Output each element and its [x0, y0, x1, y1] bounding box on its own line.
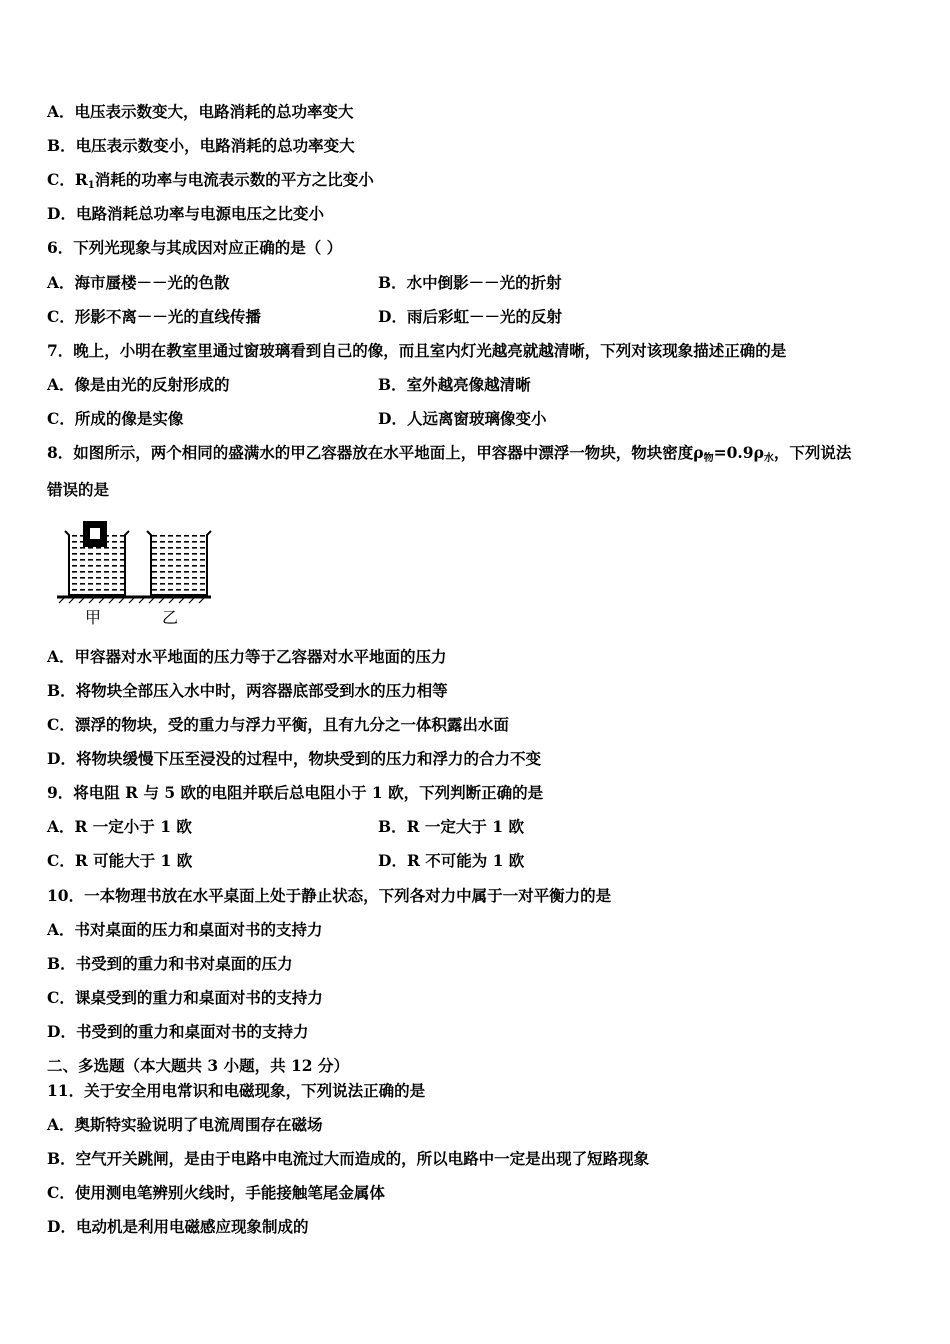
q5-option-a: A．电压表示数变大，电路消耗的总功率变大	[47, 102, 354, 121]
q6-option-b: B．水中倒影－－光的折射	[378, 273, 562, 292]
label-jia: 甲	[85, 608, 102, 627]
q9-stem: 9．将电阻 R 与 5 欧的电阻并联后总电阻小于 1 欧，下列判断正确的是	[47, 783, 544, 802]
q7-option-a: A．像是由光的反射形成的	[47, 375, 230, 394]
q6-stem: 6．下列光现象与其成因对应正确的是（ ）	[47, 238, 343, 257]
q10-option-b: B．书受到的重力和书对桌面的压力	[47, 954, 293, 973]
q11-option-c: C．使用测电笔辨别火线时，手能接触笔尾金属体	[47, 1183, 385, 1202]
q5-option-d: D．电路消耗总功率与电源电压之比变小	[47, 204, 324, 223]
q8-sub-wu: 物	[703, 453, 714, 464]
q8-stem-a: 8．如图所示，两个相同的盛满水的甲乙容器放在水平地面上，甲容器中漂浮一物块，物块密度ρ	[47, 443, 704, 462]
q6-option-c: C．形影不离－－光的直线传播	[47, 307, 261, 326]
q8-option-d: D．将物块缓慢下压至浸没的过程中，物块受到的压力和浮力的合力不变	[47, 749, 541, 768]
q6-option-d: D．雨后彩虹－－光的反射	[378, 307, 562, 326]
q11-option-b: B．空气开关跳闸，是由于电路中电流过大而造成的，所以电路中一定是出现了短路现象	[47, 1149, 650, 1168]
container-yi	[147, 531, 211, 595]
floating-block	[83, 521, 107, 547]
label-yi: 乙	[162, 608, 179, 627]
q7-option-b: B．室外越亮像越清晰	[378, 375, 531, 394]
q11-option-a: A．奥斯特实验说明了电流周围存在磁场	[47, 1115, 323, 1134]
q10-option-d: D．书受到的重力和桌面对书的支持力	[47, 1022, 309, 1041]
q8-stem-b: =0.9ρ	[713, 443, 764, 462]
q5-c-pre: C．R	[47, 170, 88, 189]
q8-stem	[47, 443, 851, 469]
q8-stem-line2: 错误的是	[47, 480, 110, 499]
q8-option-b: B．将物块全部压入水中时，两容器底部受到水的压力相等	[47, 681, 448, 700]
q9-option-d: D．R 不可能为 1 欧	[378, 851, 525, 870]
q5-option-b: B．电压表示数变小，电路消耗的总功率变大	[47, 136, 355, 155]
q10-stem: 10．一本物理书放在水平桌面上处于静止状态，下列各对力中属于一对平衡力的是	[47, 886, 612, 905]
q10-option-a: A．书对桌面的压力和桌面对书的支持力	[47, 920, 323, 939]
q9-option-b: B．R 一定大于 1 欧	[378, 817, 524, 836]
q5-c-sub: 1	[87, 180, 95, 191]
q10-option-c: C．课桌受到的重力和桌面对书的支持力	[47, 988, 323, 1007]
q5-c-post: 消耗的功率与电流表示数的平方之比变小	[94, 170, 374, 189]
q6-option-a: A．海市蜃楼－－光的色散	[47, 273, 230, 292]
q11-option-d: D．电动机是利用电磁感应现象制成的	[47, 1217, 309, 1236]
q5-option-c	[47, 170, 374, 196]
section-heading: 二、多选题（本大题共 3 小题，共 12 分）	[47, 1056, 349, 1075]
q8-option-a: A．甲容器对水平地面的压力等于乙容器对水平地面的压力	[47, 647, 447, 666]
q9-option-a: A．R 一定小于 1 欧	[47, 817, 192, 836]
q8-stem-c: ，下列说法	[773, 443, 852, 462]
q8-sub-shui: 水	[763, 453, 774, 464]
q8-option-c: C．漂浮的物块，受的重力与浮力平衡，且有九分之一体积露出水面	[47, 715, 509, 734]
q7-option-d: D．人远离窗玻璃像变小	[378, 409, 547, 428]
q9-option-c: C．R 可能大于 1 欧	[47, 851, 193, 870]
q7-stem: 7．晚上，小明在教室里通过窗玻璃看到自己的像，而且室内灯光越亮就越清晰，下列对该现象描述正确的是	[47, 341, 787, 360]
q11-stem: 11．关于安全用电常识和电磁现象，下列说法正确的是	[47, 1081, 426, 1100]
q7-option-c: C．所成的像是实像	[47, 409, 184, 428]
ground	[57, 597, 211, 603]
container-figure	[55, 515, 215, 627]
